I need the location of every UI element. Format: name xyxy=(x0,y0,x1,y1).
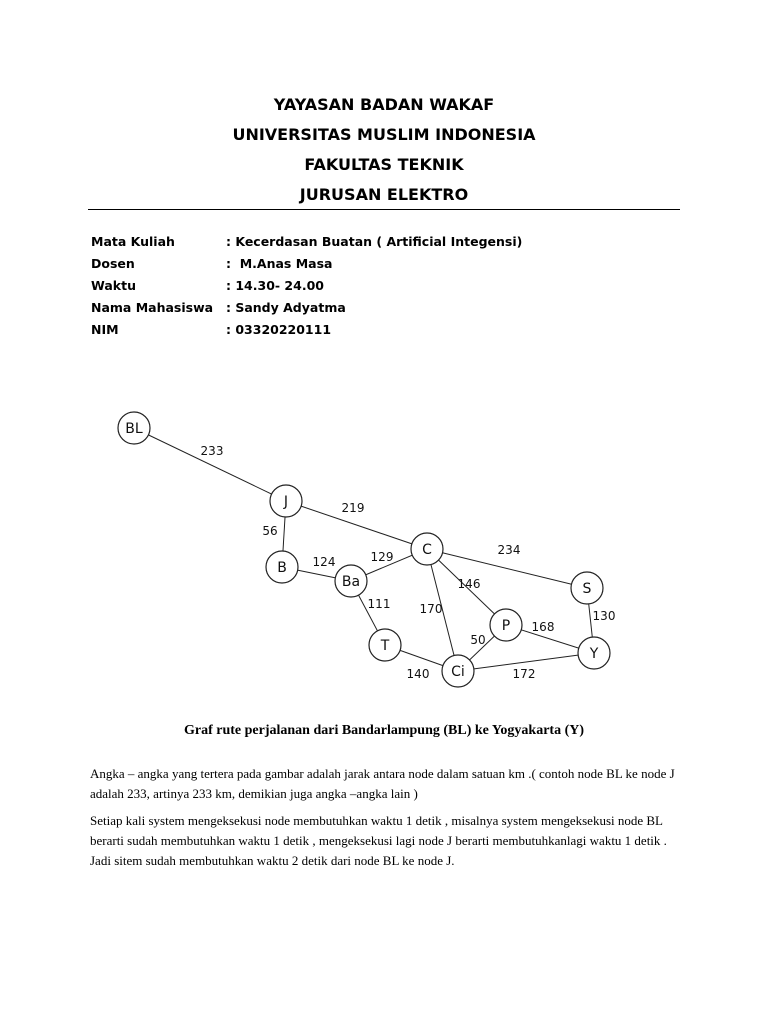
info-value-student: : Sandy Adyatma xyxy=(226,300,346,315)
paragraph-execution-time: Setiap kali system mengeksekusi node membutuhkan waktu 1 detik , misalnya system mengeksekusi node BL berarti sudah membutuhkan waktu 1 detik , mengeksekusi lagi node J berarti membutuhkanlagi waktu 1 detik . Jadi sitem sudah membutuhkan waktu 2 detik dari node BL ke node J. xyxy=(90,813,667,868)
graph-edge-weight-p-y: 168 xyxy=(531,620,555,634)
graph-node-y xyxy=(578,637,610,669)
graph-node-label: J xyxy=(283,494,289,510)
header-foundation: YAYASAN BADAN WAKAF xyxy=(273,95,495,114)
graph-edge-weight-t-ci: 140 xyxy=(406,667,430,681)
info-value-lecturer: : M.Anas Masa xyxy=(226,256,333,271)
paragraph-distance-note: Angka – angka yang tertera pada gambar adalah jarak antara node dalam satuan km .( contoh node BL ke node J adalah 233, artinya 233 km, demikian juga angka –angka lain ) xyxy=(90,766,675,801)
info-label-lecturer: Dosen xyxy=(91,256,135,271)
document-header xyxy=(0,90,768,210)
info-row-course xyxy=(91,231,611,253)
graph-node-ci xyxy=(442,655,474,687)
graph-node-t xyxy=(369,629,401,661)
header-department: JURUSAN ELEKTRO xyxy=(299,185,469,204)
graph-node-label: P xyxy=(501,618,511,634)
graph-node-s xyxy=(571,572,603,604)
graph-node-label: C xyxy=(422,542,432,558)
graph-node-label: S xyxy=(582,581,592,597)
graph-edge-weight-j-b: 56 xyxy=(262,524,278,538)
graph-node-ba xyxy=(335,565,367,597)
graph-node-p xyxy=(490,609,522,641)
header-faculty: FAKULTAS TEKNIK xyxy=(304,155,464,174)
info-label-nim: NIM xyxy=(91,322,119,337)
course-info xyxy=(91,231,611,341)
info-row-lecturer xyxy=(91,253,611,275)
graph-node-label: Ba xyxy=(341,574,361,590)
header-divider xyxy=(88,209,680,210)
graph-node-j xyxy=(270,485,302,517)
graph-edge-weight-c-p: 146 xyxy=(457,577,481,591)
graph-node-label: Y xyxy=(589,646,599,662)
graph-edge-weight-bl-j: 233 xyxy=(200,444,224,458)
graph-edge-weight-ba-t: 111 xyxy=(367,597,391,611)
graph-edge-weight-ba-c: 129 xyxy=(370,550,394,564)
graph-edge-weight-b-ba: 124 xyxy=(312,555,336,569)
graph-edge-weight-j-c: 219 xyxy=(341,501,365,515)
graph-node-label: BL xyxy=(125,421,143,437)
graph-node-label: Ci xyxy=(451,664,465,680)
graph-node-c xyxy=(411,533,443,565)
graph-edges xyxy=(134,428,594,671)
graph-node-label: T xyxy=(380,638,390,654)
info-value-time: : 14.30- 24.00 xyxy=(226,278,324,293)
graph-nodes xyxy=(118,412,610,687)
info-label-student: Nama Mahasiswa xyxy=(91,300,214,315)
info-value-course: : Kecerdasan Buatan ( Artificial Integensi) xyxy=(226,234,523,249)
graph-node-bl xyxy=(118,412,150,444)
graph-node-label: B xyxy=(277,560,287,576)
graph-edge-weight-c-ci: 170 xyxy=(419,602,443,616)
header-university: UNIVERSITAS MUSLIM INDONESIA xyxy=(232,125,536,144)
info-row-student xyxy=(91,297,611,319)
graph-edge-weights xyxy=(201,444,616,681)
route-graph xyxy=(100,395,640,705)
graph-caption: Graf rute perjalanan dari Bandarlampung (BL) ke Yogyakarta (Y) xyxy=(183,723,585,738)
info-label-course: Mata Kuliah xyxy=(91,234,175,249)
graph-edge-weight-s-y: 130 xyxy=(592,609,616,623)
graph-edge-weight-p-ci: 50 xyxy=(470,633,486,647)
info-label-time: Waktu xyxy=(91,278,136,293)
graph-edge-bl-j xyxy=(134,428,286,501)
info-row-nim xyxy=(91,319,611,341)
info-row-time xyxy=(91,275,611,297)
info-value-nim: : 03320220111 xyxy=(226,322,332,337)
graph-node-b xyxy=(266,551,298,583)
graph-edge-weight-c-s: 234 xyxy=(497,543,521,557)
graph-edge-weight-ci-y: 172 xyxy=(512,667,536,681)
